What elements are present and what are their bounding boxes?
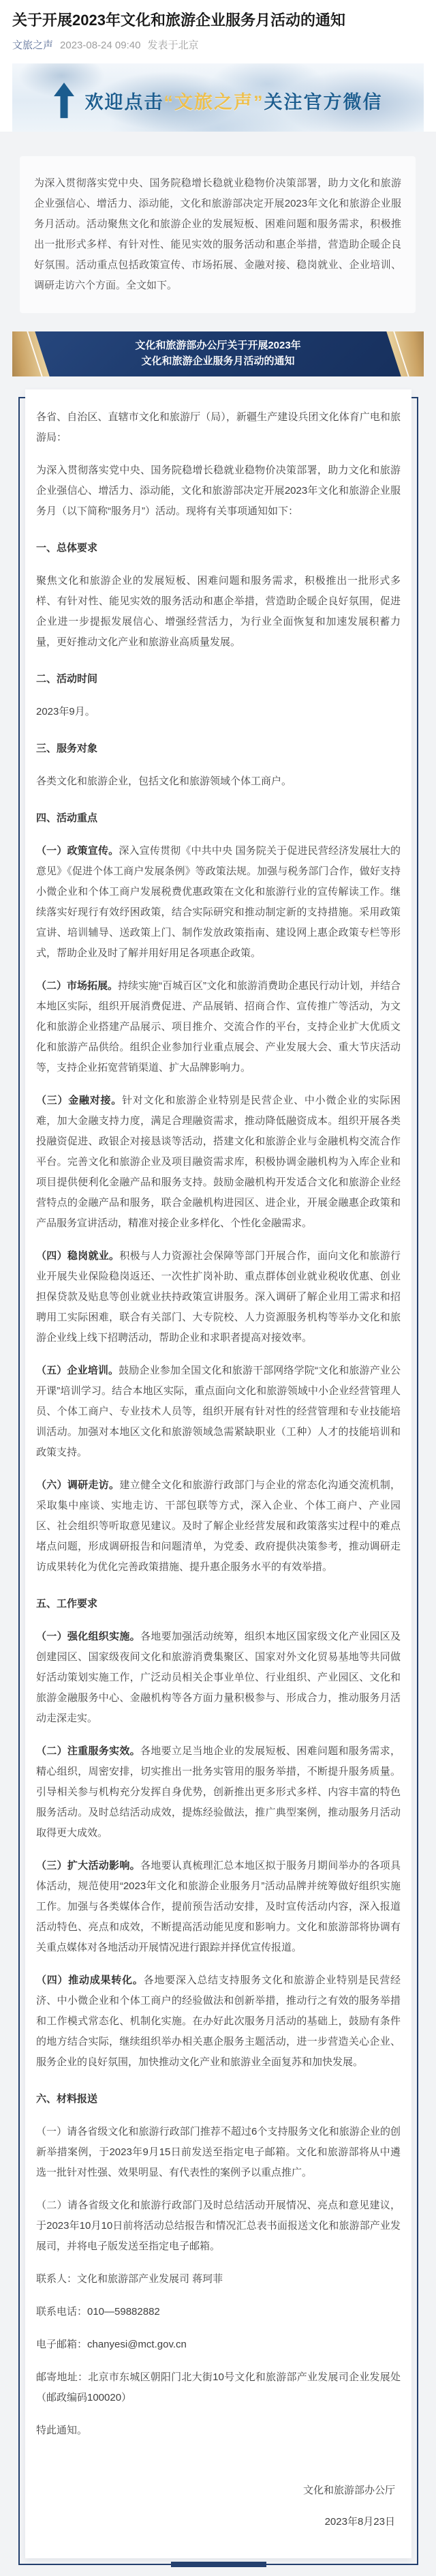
item-lead: （二）市场拓展。	[36, 980, 119, 992]
hero-slogan	[85, 87, 383, 114]
doc-contact-person: 联系人：文化和旅游部产业发展司 蒋珂菲	[36, 2273, 223, 2285]
doc-contact-email: 电子邮箱：chanyesi@mct.gov.cn	[36, 2339, 187, 2350]
hero-inner	[12, 83, 424, 118]
doc-paragraph: 为深入贯彻落实党中央、国务院稳增长稳就业稳物价决策部署，助力文化和旅游企业强信心、增活力、添动能，文化和旅游部决定开展2023年文化和旅游企业服务月（以下简称“服务月”）活动。现将有关事项通知如下：	[36, 464, 401, 517]
intro-text: 为深入贯彻落实党中央、国务院稳增长稳就业稳物价决策部署，助力文化和旅游企业强信心、增活力、添动能，文化和旅游部决定开展2023年文化和旅游企业服务月活动。活动聚焦文化和旅游企业的发展短板、困难问题和服务需求，积极推出一批形式多样、有针对性、能见实效的服务活动和惠企举措，营造助企暖企良好氛围。活动重点包括政策宣传、市场拓展、金融对接、稳岗就业、企业培训、调研走访六个方面。全文如下。	[34, 177, 401, 291]
publish-datetime: 2023-08-24 09:40	[60, 40, 141, 51]
doc-contact-address: 邮寄地址：北京市东城区朝阳门北大街10号文化和旅游部产业发展司企业发展处（邮政编码100020）	[36, 2371, 401, 2403]
doc-heading-4: 四、活动重点	[36, 812, 98, 824]
wedge-slash	[25, 331, 44, 376]
item-lead: （四）推动成果转化。	[36, 1974, 144, 1986]
hero-text-suffix: 关注官方微信	[264, 91, 383, 113]
gold-wedge-right	[385, 331, 424, 376]
wedge-slash	[392, 331, 410, 376]
doc-salutation: 各省、自治区、直辖市文化和旅游厅（局），新疆生产建设兵团文化体育广电和旅游局：	[36, 411, 401, 443]
doc-item-influence: （三）扩大活动影响。各地要认真梳理汇总本地区拟于服务月期间举办的各项具体活动，规范使用“2023年文化和旅游企业服务月”活动品牌并统筹做好组织实施工作。加强与各类媒体合作，提前预告活动安排，及时宣传活动内容，深入报道活动特色、亮点和成效，不断提高活动能见度和影响力。文化和旅游部将协调有关重点媒体对各地活动开展情况进行跟踪并择优宣传报道。	[36, 1860, 401, 1953]
notice-title-banner	[12, 331, 424, 376]
doc-heading-1: 一、总体要求	[36, 542, 98, 554]
doc-item-employment: （四）稳岗就业。积极与人力资源社会保障等部门开展合作，面向文化和旅游行业开展失业保险稳岗返还、一次性扩岗补助、重点群体创业就业税收优惠、创业担保贷款及贴息等创业就业扶持政策宣讲服务。深入调研了解企业用工需求和招聘用工实际困难，联合有关部门、大专院校、人力资源服务机构等举办文化和旅游企业线上线下招聘活动，帮助企业和求职者提高对接效率。	[36, 1250, 401, 1344]
document-frame	[18, 397, 418, 2565]
doc-heading-6: 六、材料报送	[36, 2093, 98, 2105]
up-arrow-icon	[54, 83, 74, 118]
article-meta	[12, 38, 424, 53]
hero-text-prefix: 欢迎点击	[84, 91, 164, 113]
doc-signature-date: 2023年8月23日	[324, 2516, 395, 2528]
doc-closing: 特此通知。	[36, 2425, 88, 2436]
article-header	[0, 0, 436, 57]
notice-title-line2: 文化和旅游企业服务月活动的通知	[141, 355, 295, 367]
intro-abstract-box	[20, 156, 416, 313]
doc-item-effect: （二）注重服务实效。各地要立足当地企业的发展短板、困难问题和服务需求，精心组织，周密安排，切实推出一批务实管用的服务举措，不断提升服务质量。引导相关参与机构充分发挥自身优势，创新推出更多形式多样、内容丰富的特色服务活动。及时总结活动成效，提炼经验做法，推广典型案例，推动服务月活动取得更大成效。	[36, 1745, 401, 1839]
doc-contact-phone: 联系电话：010—59882882	[36, 2306, 160, 2318]
gold-wedge-left	[12, 331, 51, 376]
item-lead: （一）政策宣传。	[36, 845, 119, 857]
doc-item-finance: （三）金融对接。针对文化和旅游企业特别是民营企业、中小微企业的实际困难，加大金融支持力度，满足合理融资需求，推动降低融资成本。组织开展各类投融资促进、政银企对接恳谈等活动，搭建文化和旅游企业与金融机构交流合作平台。完善文化和旅游企业及项目融资需求库，积极协调金融机构为入库企业和项目提供便利化金融产品和服务支持。鼓励金融机构开发适合文化和旅游企业经营特点的金融产品和服务，联合金融机构进园区、进企业，开展金融惠企政策和产品服务宣讲活动，精准对接企业多样化、个性化金融需求。	[36, 1095, 401, 1229]
doc-heading-3: 三、服务对象	[36, 743, 98, 754]
content-section	[0, 132, 436, 2576]
doc-paragraph: 聚焦文化和旅游企业的发展短板、困难问题和服务需求，积极推出一批形式多样、有针对性、能见实效的服务活动和惠企举措，营造助企暖企良好氛围，促进企业进一步提振发展信心、增强经营活力，为行业全面恢复和加速发展积蓄力量，更好推动文化产业和旅游业高质量发展。	[36, 575, 401, 648]
doc-item-training: （五）企业培训。鼓励企业参加全国文化和旅游干部网络学院“文化和旅游产业公开课”培训学习。结合本地区实际，重点面向文化和旅游领域中小企业经营管理人员、个体工商户、专业技术人员等，组织开展有针对性的经营管理和专业技能培训活动。加强对本地区文化和旅游领域急需紧缺职业（工种）人才的技能培训和政策支持。	[36, 1365, 401, 1458]
doc-item-policy: （一）政策宣传。深入宣传贯彻《中共中央 国务院关于促进民营经济发展壮大的意见》《促进个体工商户发展条例》等政策法规。加强与税务部门合作，做好支持小微企业和个体工商户发展税费优惠政策在文化和旅游行业的宣传解读工作。继续落实好现行有效纾困政策，结合实际研究和推动制定新的支持措施。采用政策宣讲、培训辅导、送政策上门、制作发放政策指南、建设网上惠企政策专栏等形式，帮助企业及时了解并用好用足各项惠企政策。	[36, 845, 401, 959]
doc-heading-5: 五、工作要求	[36, 1598, 98, 1610]
arrow-head	[54, 83, 74, 96]
document-card	[25, 389, 411, 2558]
doc-signature-org: 文化和旅游部办公厅	[302, 2485, 395, 2496]
notice-title-line1: 文化和旅游部办公厅关于开展2023年	[135, 340, 301, 351]
doc-item-research: （六）调研走访。建立健全文化和旅游行政部门与企业的常态化沟通交流机制，采取集中座谈、实地走访、干部包联等方式，深入企业、个体工商户、产业园区、社会组织等听取意见建议。及时了解企业经营发展和政策落实过程中的难点堵点问题，形成调研报告和问题清单，为党委、政府提供决策参考，推动调研走访成果转化为优化完善政策措施、提升惠企服务水平的有效举措。	[36, 1479, 401, 1573]
doc-paragraph: （一）请各省级文化和旅游行政部门推荐不超过6个支持服务文化和旅游企业的创新举措案例，于2023年9月15日前发送至指定电子邮箱。文化和旅游部将从中遴选一批针对性强、效果明显、有代表性的案例予以重点推广。	[36, 2126, 401, 2178]
publish-location: 发表于北京	[147, 40, 199, 51]
arrow-stem	[60, 95, 67, 118]
item-lead: （一）强化组织实施。	[36, 1631, 140, 1642]
item-lead: （六）调研走访。	[36, 1479, 120, 1491]
doc-paragraph: 2023年9月。	[36, 706, 95, 717]
doc-paragraph: 各类文化和旅游企业，包括文化和旅游领域个体工商户。	[36, 775, 292, 787]
document-body	[36, 407, 401, 2532]
doc-item-market: （二）市场拓展。持续实施“百城百区”文化和旅游消费助企惠民行动计划，并结合本地区实际，组织开展消费促进、产品展销、招商合作、宣传推广等活动，为文化和旅游企业搭建产品展示、项目推介、交流合作的平台，支持企业扩大优质文化和旅游产品供给。组织企业参加行业重点展会、产业发展大会、重大节庆活动等，支持企业拓宽营销渠道、扩大品牌影响力。	[36, 980, 401, 1074]
account-link[interactable]: 文旅之声	[12, 40, 54, 51]
item-lead: （二）注重服务实效。	[36, 1745, 140, 1757]
item-lead: （三）金融对接。	[36, 1095, 123, 1106]
doc-item-organize: （一）强化组织实施。各地要加强活动统筹，组织本地区国家级文化产业园区及创建园区、国家级夜间文化和旅游消费集聚区、国家对外文化贸易基地等共同做好活动策划实施工作，广泛动员相关企事业单位、行业组织、产业园区、文化和旅游金融服务中心、金融机构等各方面力量积极参与、形成合力，推动服务月活动走深走实。	[36, 1631, 401, 1724]
doc-paragraph: （二）请各省级文化和旅游行政部门及时总结活动开展情况、亮点和意见建议，于2023年10月10日前将活动总结报告和情况汇总表书面报送文化和旅游部产业发展司，并将电子版发送至指定电子邮箱。	[36, 2200, 401, 2252]
item-lead: （三）扩大活动影响。	[36, 1860, 140, 1871]
doc-heading-2: 二、活动时间	[36, 673, 98, 685]
follow-official-banner[interactable]	[12, 63, 424, 132]
doc-item-transform: （四）推动成果转化。各地要深入总结支持服务文化和旅游企业特别是民营经济、中小微企业和个体工商户的经验做法和创新举措，推动行之有效的服务举措和工作模式常态化、机制化实施。在办好此次服务月活动的基础上，鼓励有条件的地方结合实际，继续组织举办相关惠企服务主题活动，进一步营造关心企业、服务企业的良好氛围，加快推动文化产业和旅游业全面复苏和加快发展。	[36, 1974, 401, 2068]
page-title: 关于开展2023年文化和旅游企业服务月活动的通知	[12, 12, 345, 29]
item-lead: （四）稳岗就业。	[36, 1250, 120, 1262]
item-lead: （五）企业培训。	[36, 1365, 119, 1376]
hero-text-highlight: “文旅之声”	[164, 91, 264, 113]
frame-bottom-bar	[171, 2562, 266, 2567]
